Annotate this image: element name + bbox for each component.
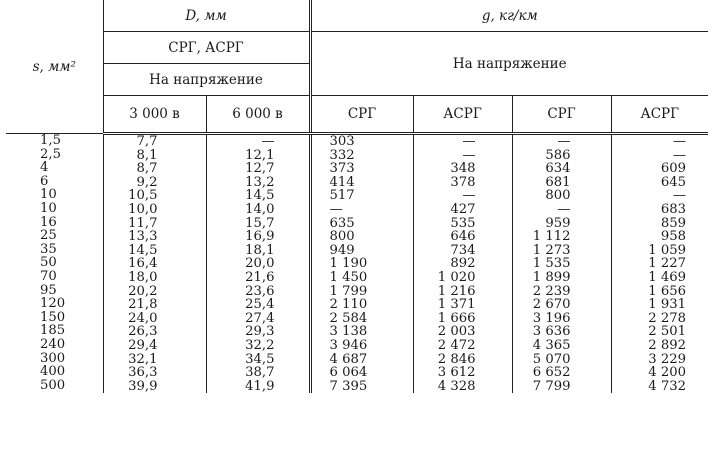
cell-d-6000-18: 41,9: [245, 378, 275, 394]
column-g-6000-asrg: [611, 134, 708, 394]
cell-g-6000-asrg-9: 1 227: [648, 256, 687, 272]
cell-g-3000-srg-12: 2 110: [329, 297, 368, 313]
header-g-6000-srg: СРГ: [512, 96, 611, 134]
cell-g-6000-srg-10: 1 899: [532, 269, 571, 285]
cell-s-0: 1,5: [40, 133, 61, 148]
cell-g-3000-srg-15: 3 946: [329, 337, 368, 353]
cell-d-3000-0: 7,7: [136, 134, 158, 149]
cell-d-3000-9: 16,4: [128, 256, 158, 272]
cell-d-6000-3: 13,2: [245, 174, 275, 190]
cell-d-6000-2: 12,7: [245, 161, 275, 177]
header-row-2: [6, 32, 708, 64]
cell-d-6000-6: 15,7: [245, 215, 275, 231]
cell-g-6000-srg-2: 634: [545, 161, 571, 177]
cell-g-3000-asrg-6: 535: [450, 215, 476, 231]
cell-s-3: 6: [40, 173, 49, 189]
cell-g-6000-srg-8: 1 273: [532, 242, 571, 258]
cell-g-6000-asrg-1: —: [672, 147, 687, 163]
cell-s-14: 185: [40, 323, 66, 339]
cell-s-9: 50: [40, 255, 57, 271]
cell-s-1: 2,5: [40, 146, 61, 162]
cell-d-6000-10: 21,6: [245, 269, 275, 285]
header-s: s, мм²: [6, 0, 103, 134]
cell-g-6000-asrg-15: 2 892: [648, 337, 687, 353]
cell-g-6000-asrg-4: —: [672, 188, 687, 204]
cell-g-6000-asrg-13: 2 278: [648, 310, 687, 326]
cell-g-3000-srg-6: 635: [329, 215, 355, 231]
cell-g-6000-srg-17: 6 652: [532, 365, 571, 381]
cell-g-6000-asrg-5: 683: [660, 201, 687, 217]
cell-d-6000-17: 38,7: [245, 365, 275, 381]
cell-g-6000-srg-16: 5 070: [532, 351, 571, 367]
cell-g-6000-asrg-14: 2 501: [648, 324, 687, 340]
header-g: g, кг/км: [310, 0, 708, 32]
cell-d-6000-12: 25,4: [245, 297, 275, 313]
cell-s-7: 25: [40, 228, 57, 244]
cable-data-table: [6, 0, 708, 393]
page: [6, 0, 708, 466]
cell-d-3000-7: 13,3: [128, 229, 158, 245]
cell-g-3000-srg-0: 303: [329, 134, 355, 149]
cell-d-3000-8: 14,5: [128, 242, 158, 258]
cell-g-6000-srg-5: —: [557, 201, 571, 217]
cell-s-11: 95: [40, 282, 57, 298]
cell-g-6000-asrg-17: 4 200: [648, 365, 687, 381]
header-d-voltage: На напряжение: [103, 64, 310, 96]
cell-d-6000-9: 20,0: [245, 256, 275, 272]
cell-g-3000-srg-4: 517: [329, 188, 355, 204]
cell-d-3000-17: 36,3: [128, 365, 158, 381]
cell-g-6000-asrg-8: 1 059: [648, 242, 687, 258]
cell-g-6000-srg-9: 1 535: [532, 256, 571, 272]
cell-d-3000-15: 29,4: [128, 337, 158, 353]
cell-g-3000-srg-3: 414: [329, 174, 355, 190]
cell-g-6000-asrg-11: 1 656: [648, 283, 687, 299]
cell-d-3000-4: 10,5: [128, 188, 158, 204]
cell-g-3000-asrg-4: —: [462, 188, 476, 204]
cell-d-3000-1: 8,1: [136, 147, 158, 163]
cell-d-3000-18: 39,9: [128, 378, 158, 394]
column-d-3000: [103, 134, 206, 394]
cell-d-6000-15: 32,2: [245, 337, 275, 353]
header-d: D, мм: [103, 0, 310, 32]
cell-s-13: 150: [40, 309, 66, 325]
header-d-cable: СРГ, АСРГ: [103, 32, 310, 64]
cell-g-3000-srg-8: 949: [329, 242, 355, 258]
data-body: [6, 134, 708, 394]
cell-d-6000-14: 29,3: [245, 324, 275, 340]
cell-d-3000-5: 10,0: [128, 201, 158, 217]
header-d-6000: [206, 96, 310, 134]
cell-s-16: 300: [40, 350, 66, 366]
cell-g-3000-asrg-15: 2 472: [437, 337, 476, 353]
cell-s-2: 4: [40, 160, 49, 176]
cell-g-6000-srg-7: 1 112: [532, 229, 571, 245]
cell-g-3000-asrg-7: 646: [450, 229, 476, 245]
cell-g-3000-srg-16: 4 687: [329, 351, 368, 367]
cell-s-12: 120: [40, 296, 66, 312]
cell-g-3000-srg-17: 6 064: [329, 365, 368, 381]
cell-g-6000-asrg-10: 1 469: [648, 269, 687, 285]
cell-s-8: 35: [40, 241, 57, 257]
cell-d-3000-14: 26,3: [128, 324, 158, 340]
cell-d-6000-16: 34,5: [245, 351, 275, 367]
header-g-3000-asrg: АСРГ: [413, 96, 512, 134]
cell-g-6000-asrg-16: 3 229: [648, 351, 687, 367]
header-d-6000-text: 6 000 в: [232, 106, 283, 122]
cell-g-3000-srg-5: —: [329, 201, 343, 217]
cell-g-3000-srg-14: 3 138: [329, 324, 368, 340]
cell-g-3000-asrg-12: 1 371: [437, 297, 476, 313]
cell-d-6000-1: 12,1: [245, 147, 275, 163]
cell-g-6000-srg-15: 4 365: [532, 337, 571, 353]
cell-d-3000-16: 32,1: [128, 351, 158, 367]
cell-g-3000-asrg-14: 2 003: [437, 324, 476, 340]
header-d-3000: [103, 96, 206, 134]
cell-g-6000-asrg-18: 4 732: [648, 378, 687, 394]
column-s: [6, 134, 103, 394]
cell-g-3000-asrg-1: —: [462, 147, 476, 163]
cell-g-3000-asrg-18: 4 328: [437, 378, 476, 394]
cell-d-6000-5: 14,0: [245, 201, 275, 217]
cell-g-3000-asrg-2: 348: [450, 161, 476, 177]
cell-g-3000-asrg-16: 2 846: [437, 351, 476, 367]
cell-g-3000-srg-10: 1 450: [329, 269, 368, 285]
cell-d-3000-12: 21,8: [128, 297, 158, 313]
cell-g-6000-asrg-0: —: [672, 134, 687, 149]
cell-g-6000-srg-11: 2 239: [532, 283, 571, 299]
cell-g-6000-srg-1: 586: [545, 147, 571, 163]
cell-g-3000-asrg-3: 378: [450, 174, 476, 190]
cell-g-6000-srg-4: 800: [545, 188, 571, 204]
cell-g-3000-asrg-0: —: [462, 134, 476, 149]
cell-g-6000-asrg-3: 645: [660, 174, 687, 190]
cell-g-3000-srg-13: 2 584: [329, 310, 368, 326]
cell-d-3000-11: 20,2: [128, 283, 158, 299]
cell-g-3000-srg-11: 1 799: [329, 283, 368, 299]
cell-g-3000-asrg-11: 1 216: [437, 283, 476, 299]
cell-g-6000-asrg-6: 859: [660, 215, 687, 231]
cell-g-6000-srg-0: —: [557, 134, 571, 149]
cell-g-6000-srg-13: 3 196: [532, 310, 571, 326]
cell-d-6000-7: 16,9: [245, 229, 275, 245]
cell-d-6000-4: 14,5: [245, 188, 275, 204]
column-g-3000-srg: [310, 134, 413, 394]
cell-s-4: 10: [40, 187, 57, 203]
column-g-3000-asrg: [413, 134, 512, 394]
cell-g-3000-asrg-13: 1 666: [437, 310, 476, 326]
cell-s-18: 500: [40, 377, 66, 393]
cell-g-3000-asrg-10: 1 020: [437, 269, 476, 285]
cell-d-6000-8: 18,1: [245, 242, 275, 258]
cell-d-3000-10: 18,0: [128, 269, 158, 285]
header-row-1: [6, 0, 708, 32]
column-g-6000-srg: [512, 134, 611, 394]
cell-g-6000-srg-14: 3 636: [532, 324, 571, 340]
cell-g-3000-asrg-8: 734: [450, 242, 476, 258]
cell-g-6000-srg-3: 681: [545, 174, 571, 190]
cell-g-3000-srg-7: 800: [329, 229, 355, 245]
cell-d-6000-11: 23,6: [245, 283, 275, 299]
cell-g-3000-asrg-17: 3 612: [437, 365, 476, 381]
cell-g-3000-srg-18: 7 395: [329, 378, 368, 394]
cell-s-17: 400: [40, 364, 66, 380]
cell-g-3000-asrg-5: 427: [450, 201, 476, 217]
cell-g-6000-asrg-2: 609: [660, 161, 687, 177]
header-d-3000-text: 3 000 в: [129, 106, 180, 122]
cell-s-6: 16: [40, 214, 57, 230]
cell-g-6000-asrg-12: 1 931: [648, 297, 687, 313]
header-row-4: [6, 96, 708, 134]
column-d-6000: [206, 134, 310, 394]
cell-s-15: 240: [40, 336, 66, 352]
cell-s-5: 10: [40, 200, 57, 216]
cell-d-3000-13: 24,0: [128, 310, 158, 326]
header-g-3000-srg: СРГ: [310, 96, 413, 134]
cell-d-3000-6: 11,7: [128, 215, 158, 231]
cell-d-3000-2: 8,7: [136, 161, 158, 177]
cell-g-6000-asrg-7: 958: [660, 229, 687, 245]
cell-g-3000-asrg-9: 892: [450, 256, 476, 272]
cell-g-6000-srg-12: 2 670: [532, 297, 571, 313]
cell-s-10: 70: [40, 268, 57, 284]
cell-g-6000-srg-18: 7 799: [532, 378, 571, 394]
cell-d-6000-13: 27,4: [245, 310, 275, 326]
cell-d-3000-3: 9,2: [136, 174, 158, 190]
cell-g-3000-srg-9: 1 190: [329, 256, 368, 272]
cell-g-6000-srg-6: 959: [545, 215, 571, 231]
header-g-6000-asrg: АСРГ: [611, 96, 708, 134]
cell-d-6000-0: —: [261, 134, 275, 149]
cell-g-3000-srg-2: 373: [329, 161, 355, 177]
header-g-voltage: На напряжение: [310, 32, 708, 96]
cell-g-3000-srg-1: 332: [329, 147, 355, 163]
